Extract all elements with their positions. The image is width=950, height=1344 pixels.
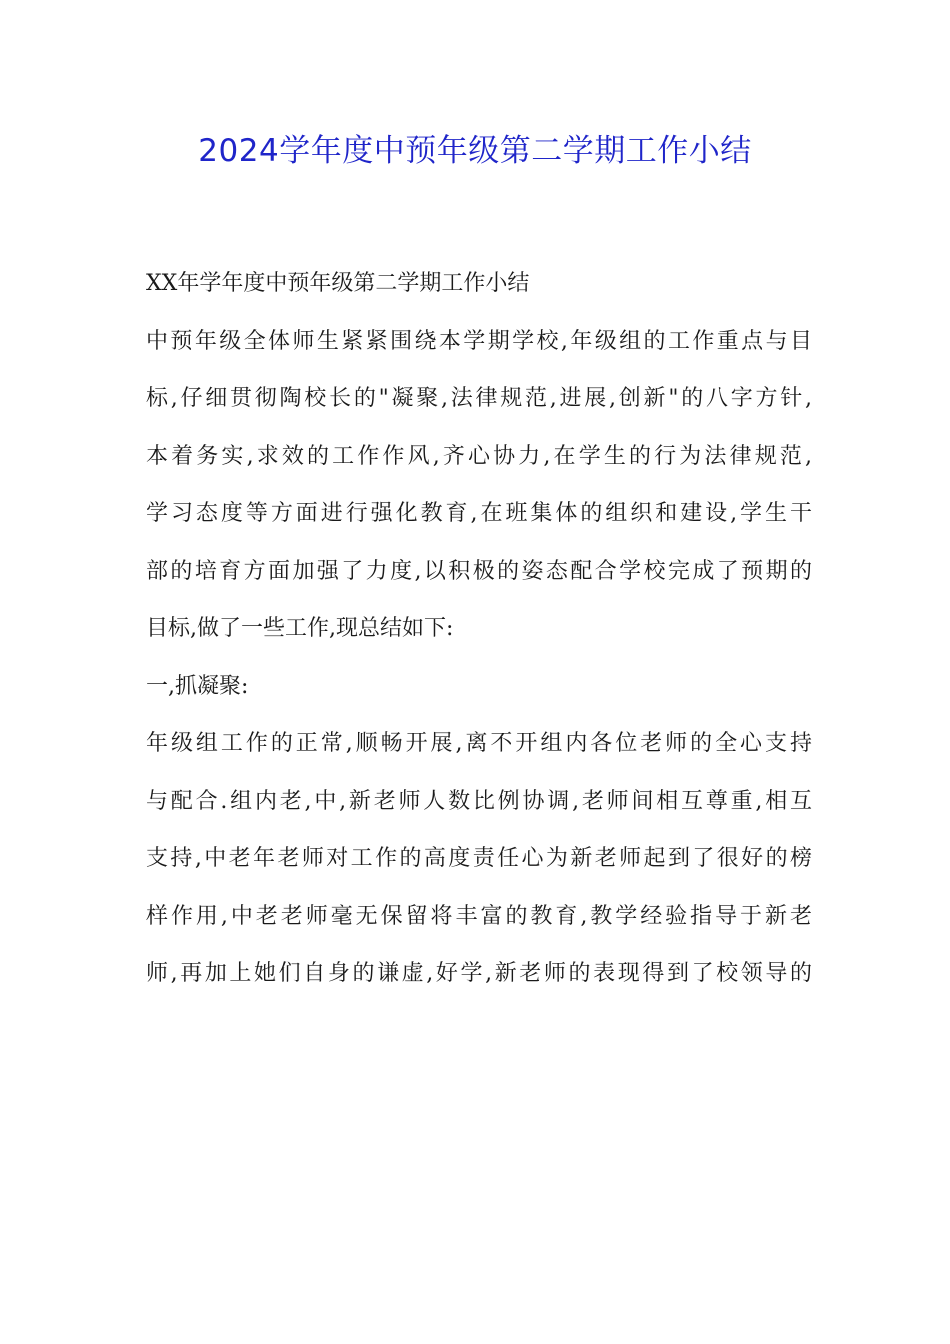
paragraph-line: 样作用,中老老师毫无保留将丰富的教育,教学经验指导于新老 <box>146 903 812 929</box>
paragraph-line: 本着务实,求效的工作作风,齐心协力,在学生的行为法律规范, <box>146 443 812 469</box>
paragraph-line: 师,再加上她们自身的谦虚,好学,新老师的表现得到了校领导的 <box>146 961 812 986</box>
paragraph-line: 与配合.组内老,中,新老师人数比例协调,老师间相互尊重,相互 <box>146 788 812 814</box>
paragraph-line: 标,仔细贯彻陶校长的"凝聚,法律规范,进展,创新"的八字方针, <box>146 386 812 411</box>
paragraph-line: 支持,中老年老师对工作的高度责任心为新老师起到了很好的榜 <box>146 846 812 871</box>
document-body <box>146 262 812 1010</box>
section-heading: 一,抓凝聚: <box>146 673 249 699</box>
paragraph-line: 中预年级全体师生紧紧围绕本学期学校,年级组的工作重点与目 <box>146 328 812 354</box>
paragraph-line: 年级组工作的正常,顺畅开展,离不开组内各位老师的全心支持 <box>146 731 812 756</box>
paragraph-line: 学习态度等方面进行强化教育,在班集体的组织和建设,学生干 <box>146 501 812 526</box>
paragraph-line: 目标,做了一些工作,现总结如下: <box>146 616 454 641</box>
paragraph-line: 部的培育方面加强了力度,以积极的姿态配合学校完成了预期的 <box>146 558 812 584</box>
heading-line: XX年学年度中预年级第二学期工作小结 <box>146 271 530 296</box>
document-title: 2024学年度中预年级第二学期工作小结 <box>198 133 752 169</box>
